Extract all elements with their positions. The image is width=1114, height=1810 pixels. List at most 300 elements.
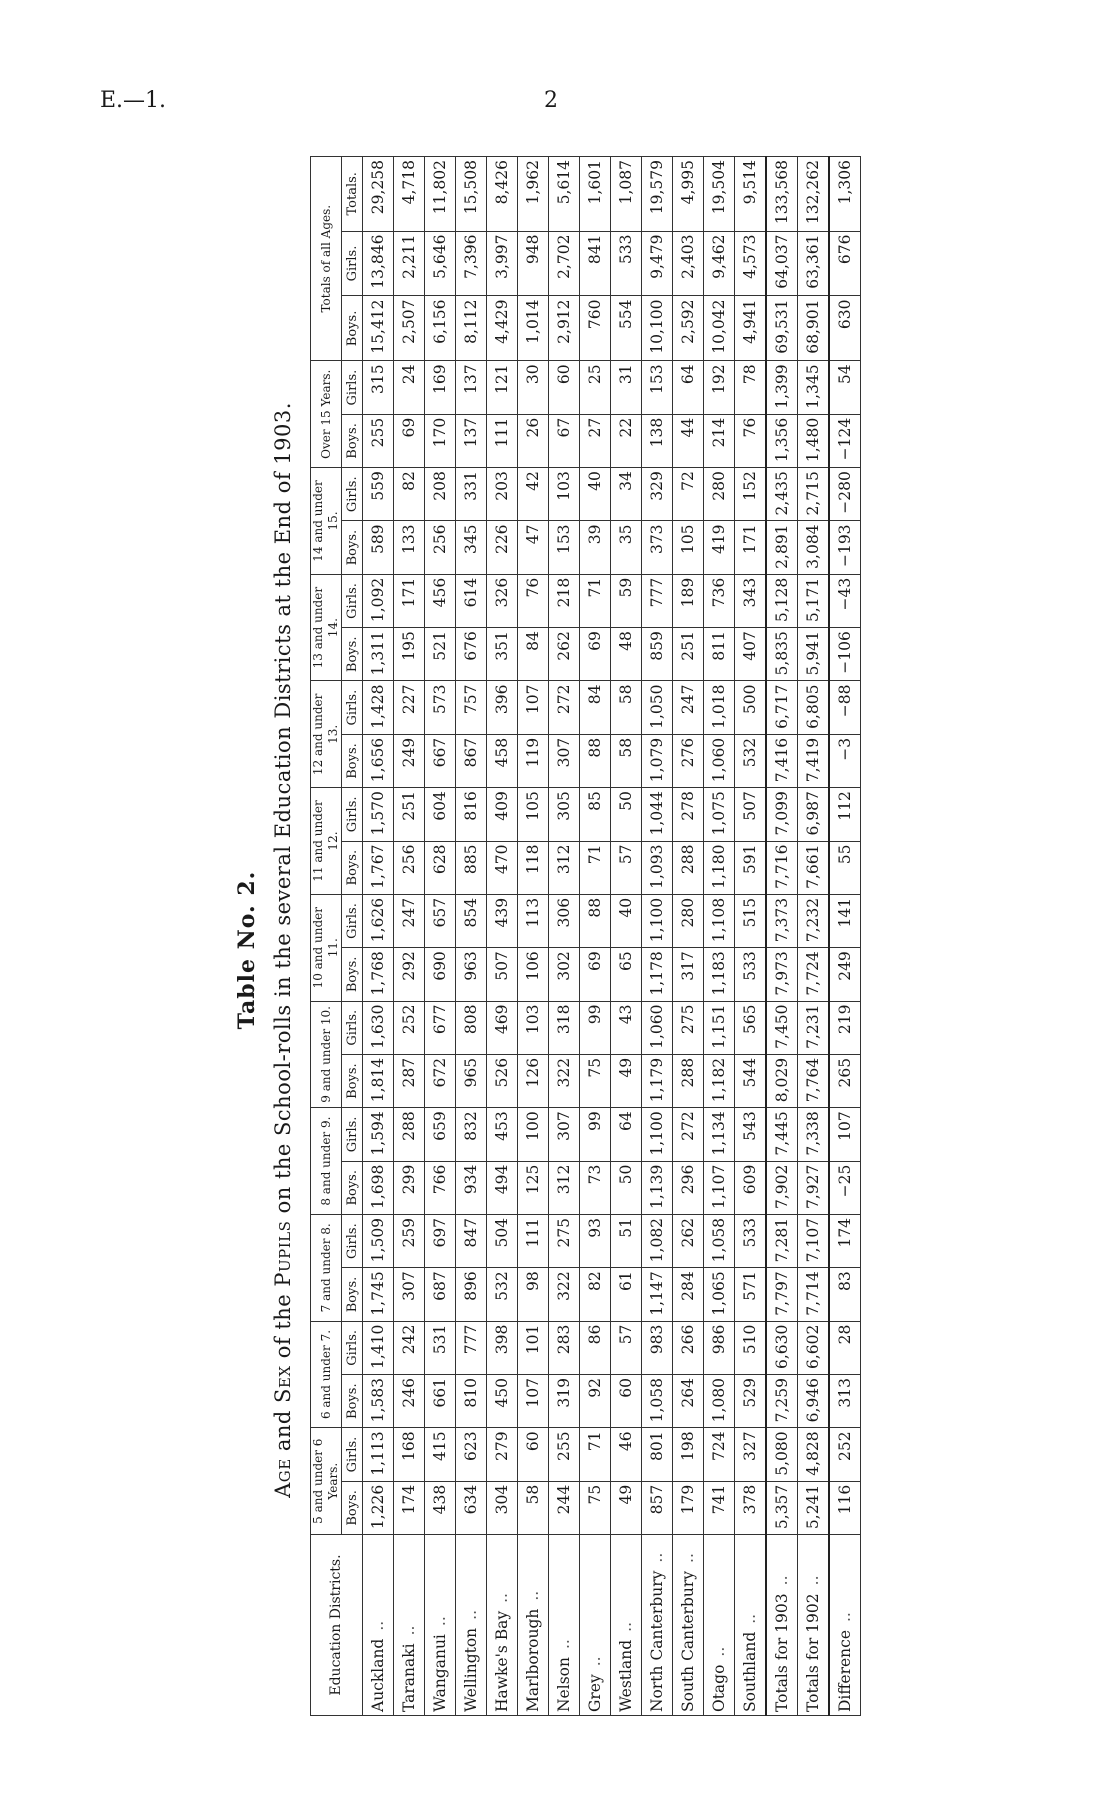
- leader-dots: ..: [400, 1625, 418, 1636]
- table-cell: 25: [580, 361, 611, 414]
- table-cell: 275: [549, 1214, 580, 1267]
- table-cell: 252: [829, 1428, 861, 1481]
- table-cell: 57: [611, 1321, 642, 1374]
- table-cell: 9,479: [642, 231, 673, 296]
- table-cell: 6,717: [766, 681, 798, 734]
- table-cell: 153: [549, 521, 580, 574]
- table-cell: 46: [611, 1428, 642, 1481]
- table-cell: 288: [673, 841, 704, 894]
- table-cell: 278: [673, 788, 704, 841]
- table-cell: 531: [425, 1321, 456, 1374]
- table-cell: 106: [518, 948, 549, 1001]
- table-cell: 249: [394, 734, 425, 787]
- table-cell: 801: [642, 1428, 673, 1481]
- table-cell: 4,429: [487, 296, 518, 361]
- table-cell: 6,805: [798, 681, 830, 734]
- table-row: [363, 157, 394, 1716]
- leader-dots: ..: [431, 1616, 449, 1627]
- table-cell: 697: [425, 1214, 456, 1267]
- table-cell: 168: [394, 1428, 425, 1481]
- table-cell: 7,232: [798, 894, 830, 947]
- table-cell: 667: [425, 734, 456, 787]
- table-cell: 302: [549, 948, 580, 1001]
- table-cell: 63,361: [798, 231, 830, 296]
- table-cell: 1,480: [798, 414, 830, 467]
- table-cell: 69,531: [766, 296, 798, 361]
- district-label: Hawke's Bay: [493, 1610, 511, 1712]
- table-cell: 83: [829, 1268, 861, 1321]
- table-cell: −25: [829, 1161, 861, 1214]
- table-cell: 43: [611, 1001, 642, 1054]
- table-row: [487, 157, 518, 1716]
- leader-dots: ..: [710, 1646, 728, 1657]
- table-cell: 2,702: [549, 231, 580, 296]
- table-cell: 690: [425, 948, 456, 1001]
- table-cell: 554: [611, 296, 642, 361]
- table-cell: 896: [456, 1268, 487, 1321]
- table-cell: 329: [642, 468, 673, 521]
- age-group-header: Over 15 Years.: [311, 361, 342, 468]
- boys-subheader: Boys.: [342, 296, 363, 361]
- district-column-header: Education Districts.: [311, 1535, 363, 1716]
- table-cell: 126: [518, 1054, 549, 1107]
- district-label: Totals for 1903: [773, 1593, 791, 1712]
- table-cell: 1,113: [363, 1428, 394, 1481]
- table-cell: 249: [829, 948, 861, 1001]
- table-cell: 885: [456, 841, 487, 894]
- age-group-header: 11 and under 12.: [311, 788, 342, 895]
- district-name: [549, 1535, 580, 1716]
- table-row: [394, 157, 425, 1716]
- table-cell: 614: [456, 574, 487, 627]
- table-cell: 1,594: [363, 1108, 394, 1161]
- table-cell: 296: [673, 1161, 704, 1214]
- title-part: of the: [271, 1286, 295, 1366]
- table-cell: 255: [363, 414, 394, 467]
- table-cell: 287: [394, 1054, 425, 1107]
- table-cell: 58: [611, 681, 642, 734]
- table-cell: 1,962: [518, 157, 549, 232]
- table-cell: 272: [673, 1108, 704, 1161]
- table-cell: 565: [735, 1001, 767, 1054]
- table-cell: 7,973: [766, 948, 798, 1001]
- table-cell: 103: [518, 1001, 549, 1054]
- table-cell: 9,462: [704, 231, 735, 296]
- table-cell: 11,802: [425, 157, 456, 232]
- table-cell: 515: [735, 894, 767, 947]
- table-cell: 71: [580, 1428, 611, 1481]
- group-header-row: [311, 157, 342, 1716]
- table-cell: 307: [549, 734, 580, 787]
- table-cell: 101: [518, 1321, 549, 1374]
- table-cell: 533: [735, 1214, 767, 1267]
- table-cell: 2,435: [766, 468, 798, 521]
- table-cell: 315: [363, 361, 394, 414]
- table-cell: 532: [735, 734, 767, 787]
- table-cell: 49: [611, 1481, 642, 1534]
- table-cell: 203: [487, 468, 518, 521]
- table-cell: 634: [456, 1481, 487, 1534]
- table-cell: 343: [735, 574, 767, 627]
- table-cell: 10,042: [704, 296, 735, 361]
- girls-subheader: Girls.: [342, 361, 363, 414]
- table-cell: 244: [549, 1481, 580, 1534]
- table-cell: 198: [673, 1428, 704, 1481]
- girls-subheader: Girls.: [342, 894, 363, 947]
- table-cell: 1,626: [363, 894, 394, 947]
- table-cell: 7,373: [766, 894, 798, 947]
- table-cell: 1,356: [766, 414, 798, 467]
- table-cell: 507: [487, 948, 518, 1001]
- table-cell: 60: [518, 1428, 549, 1481]
- table-cell: 1,509: [363, 1214, 394, 1267]
- table-cell: 71: [580, 574, 611, 627]
- table-row: [766, 157, 798, 1716]
- table-cell: 85: [580, 788, 611, 841]
- table-cell: 19,504: [704, 157, 735, 232]
- table-cell: 171: [394, 574, 425, 627]
- table-cell: 112: [829, 788, 861, 841]
- table-cell: 60: [611, 1375, 642, 1428]
- table-cell: 2,592: [673, 296, 704, 361]
- table-cell: 1,058: [642, 1375, 673, 1428]
- table-cell: 1,044: [642, 788, 673, 841]
- table-cell: 307: [549, 1108, 580, 1161]
- district-name: [704, 1535, 735, 1716]
- table-cell: 214: [704, 414, 735, 467]
- table-cell: 54: [829, 361, 861, 414]
- table-cell: 132,262: [798, 157, 830, 232]
- table-cell: 1,428: [363, 681, 394, 734]
- leader-dots: ..: [617, 1622, 635, 1632]
- table-cell: 7,724: [798, 948, 830, 1001]
- table-cell: 741: [704, 1481, 735, 1534]
- district-name: [735, 1535, 767, 1716]
- table-cell: 1,180: [704, 841, 735, 894]
- table-cell: 676: [829, 231, 861, 296]
- girls-subheader: Girls.: [342, 1214, 363, 1267]
- table-cell: 169: [425, 361, 456, 414]
- table-cell: 1,060: [704, 734, 735, 787]
- table-cell: 137: [456, 414, 487, 467]
- table-cell: 4,828: [798, 1428, 830, 1481]
- table-cell: 8,112: [456, 296, 487, 361]
- table-cell: 5,171: [798, 574, 830, 627]
- table-cell: 72: [673, 468, 704, 521]
- table-cell: 57: [611, 841, 642, 894]
- table-cell: 312: [549, 841, 580, 894]
- table-cell: 288: [394, 1108, 425, 1161]
- table-cell: 6,987: [798, 788, 830, 841]
- table-cell: 111: [518, 1214, 549, 1267]
- age-group-header: 10 and under 11.: [311, 894, 342, 1001]
- table-cell: 1,100: [642, 1108, 673, 1161]
- table-cell: 50: [611, 788, 642, 841]
- table-cell: 1,151: [704, 1001, 735, 1054]
- table-cell: 50: [611, 1161, 642, 1214]
- title-part: on the School-rolls in the several Education Districts at the End of 1903.: [271, 402, 295, 1221]
- table-cell: 111: [487, 414, 518, 467]
- table-cell: 7,107: [798, 1214, 830, 1267]
- table-cell: 280: [673, 894, 704, 947]
- table-cell: 275: [673, 1001, 704, 1054]
- leader-dots: ..: [836, 1612, 854, 1622]
- table-cell: 438: [425, 1481, 456, 1534]
- table-cell: 1,082: [642, 1214, 673, 1267]
- table-cell: 7,661: [798, 841, 830, 894]
- table-cell: 29,258: [363, 157, 394, 232]
- table-cell: 69: [580, 628, 611, 681]
- table-cell: 299: [394, 1161, 425, 1214]
- table-cell: 22: [611, 414, 642, 467]
- leader-dots: ..: [555, 1639, 573, 1650]
- age-group-header: 5 and under 6 Years.: [311, 1428, 342, 1535]
- girls-subheader: Girls.: [342, 1321, 363, 1374]
- table-cell: 218: [549, 574, 580, 627]
- table-cell: 841: [580, 231, 611, 296]
- boys-subheader: Boys.: [342, 1268, 363, 1321]
- table-cell: 107: [518, 1375, 549, 1428]
- table-row: [735, 157, 767, 1716]
- table-cell: 69: [580, 948, 611, 1001]
- table-cell: 1,182: [704, 1054, 735, 1107]
- table-cell: 1,410: [363, 1321, 394, 1374]
- table-cell: 64: [673, 361, 704, 414]
- table-cell: 1,134: [704, 1108, 735, 1161]
- table-cell: 1,183: [704, 948, 735, 1001]
- table-cell: 419: [704, 521, 735, 574]
- table-cell: −193: [829, 521, 861, 574]
- table-cell: 5,357: [766, 1481, 798, 1534]
- table-cell: 40: [611, 894, 642, 947]
- table-cell: 5,614: [549, 157, 580, 232]
- table-cell: 192: [704, 361, 735, 414]
- table-cell: 407: [735, 628, 767, 681]
- boys-subheader: Boys.: [342, 948, 363, 1001]
- boys-subheader: Boys.: [342, 1054, 363, 1107]
- table-cell: 26: [518, 414, 549, 467]
- district-label: North Canterbury: [648, 1570, 666, 1712]
- district-label: South Canterbury: [679, 1570, 697, 1712]
- table-cell: 533: [611, 231, 642, 296]
- table-cell: 2,211: [394, 231, 425, 296]
- table-cell: 532: [487, 1268, 518, 1321]
- table-cell: 7,338: [798, 1108, 830, 1161]
- district-name: [425, 1535, 456, 1716]
- table-cell: 965: [456, 1054, 487, 1107]
- table-cell: 304: [487, 1481, 518, 1534]
- table-cell: 7,450: [766, 1001, 798, 1054]
- table-cell: 609: [735, 1161, 767, 1214]
- table-cell: 816: [456, 788, 487, 841]
- table-cell: 3,997: [487, 231, 518, 296]
- table-cell: 450: [487, 1375, 518, 1428]
- table-cell: 7,231: [798, 1001, 830, 1054]
- table-cell: 276: [673, 734, 704, 787]
- table-cell: 58: [611, 734, 642, 787]
- table-cell: 7,716: [766, 841, 798, 894]
- age-group-header: 7 and under 8.: [311, 1214, 342, 1321]
- table-cell: 948: [518, 231, 549, 296]
- table-cell: 345: [456, 521, 487, 574]
- table-cell: 1,080: [704, 1375, 735, 1428]
- table-cell: 264: [673, 1375, 704, 1428]
- table-cell: 1,060: [642, 1001, 673, 1054]
- table-cell: 1,306: [829, 157, 861, 232]
- table-cell: −88: [829, 681, 861, 734]
- table-cell: 100: [518, 1108, 549, 1161]
- table-cell: 983: [642, 1321, 673, 1374]
- table-cell: 847: [456, 1214, 487, 1267]
- table-cell: 76: [735, 414, 767, 467]
- table-cell: 242: [394, 1321, 425, 1374]
- table-cell: 1,399: [766, 361, 798, 414]
- leader-dots: ..: [804, 1575, 822, 1586]
- table-cell: 8,426: [487, 157, 518, 232]
- boys-subheader: Boys.: [342, 841, 363, 894]
- table-cell: 1,601: [580, 157, 611, 232]
- table-cell: 119: [518, 734, 549, 787]
- page-number: 2: [544, 88, 558, 113]
- table-cell: −43: [829, 574, 861, 627]
- table-cell: 1,311: [363, 628, 394, 681]
- district-label: Southland: [741, 1631, 759, 1712]
- table-cell: 10,100: [642, 296, 673, 361]
- district-name: [611, 1535, 642, 1716]
- table-cell: 279: [487, 1428, 518, 1481]
- page-code: E.—1.: [100, 88, 167, 113]
- table-cell: 49: [611, 1054, 642, 1107]
- table-cell: 141: [829, 894, 861, 947]
- table-row: [425, 157, 456, 1716]
- table-cell: 39: [580, 521, 611, 574]
- table-cell: 88: [580, 894, 611, 947]
- table-cell: 1,178: [642, 948, 673, 1001]
- table-cell: 854: [456, 894, 487, 947]
- girls-subheader: Girls.: [342, 468, 363, 521]
- district-label: Totals for 1902: [804, 1593, 822, 1712]
- table-cell: 5,646: [425, 231, 456, 296]
- table-cell: 7,445: [766, 1108, 798, 1161]
- table-cell: 7,764: [798, 1054, 830, 1107]
- table-cell: 659: [425, 1108, 456, 1161]
- district-label: Nelson: [555, 1657, 573, 1712]
- table-cell: 494: [487, 1161, 518, 1214]
- table-cell: 1,075: [704, 788, 735, 841]
- table-cell: 533: [735, 948, 767, 1001]
- table-cell: 318: [549, 1001, 580, 1054]
- table-cell: 1,345: [798, 361, 830, 414]
- table-cell: 84: [580, 681, 611, 734]
- table-cell: 27: [580, 414, 611, 467]
- table-cell: 736: [704, 574, 735, 627]
- table-cell: 504: [487, 1214, 518, 1267]
- table-cell: 247: [673, 681, 704, 734]
- table-cell: 28: [829, 1321, 861, 1374]
- leader-dots: ..: [369, 1620, 387, 1631]
- table-cell: 1,139: [642, 1161, 673, 1214]
- district-label: Wanganui: [431, 1634, 449, 1712]
- table-cell: 521: [425, 628, 456, 681]
- table-cell: 6,630: [766, 1321, 798, 1374]
- table-cell: 138: [642, 414, 673, 467]
- girls-subheader: Girls.: [342, 681, 363, 734]
- table-cell: 867: [456, 734, 487, 787]
- table-cell: 305: [549, 788, 580, 841]
- table-body: [363, 157, 861, 1716]
- table-cell: 1,698: [363, 1161, 394, 1214]
- table-cell: 227: [394, 681, 425, 734]
- table-cell: 810: [456, 1375, 487, 1428]
- leader-dots: ..: [524, 1590, 542, 1601]
- title-part: and: [271, 1402, 295, 1459]
- table-cell: 322: [549, 1054, 580, 1107]
- table-cell: 93: [580, 1214, 611, 1267]
- table-row: [798, 157, 830, 1716]
- table-cell: 51: [611, 1214, 642, 1267]
- table-cell: 76: [518, 574, 549, 627]
- table-cell: 543: [735, 1108, 767, 1161]
- table-cell: 373: [642, 521, 673, 574]
- table-cell: 40: [580, 468, 611, 521]
- girls-subheader: Girls.: [342, 231, 363, 296]
- table-cell: 7,259: [766, 1375, 798, 1428]
- table-cell: 7,797: [766, 1268, 798, 1321]
- table-cell: 107: [518, 681, 549, 734]
- table-cell: 657: [425, 894, 456, 947]
- table-cell: 82: [580, 1268, 611, 1321]
- table-cell: 288: [673, 1054, 704, 1107]
- table-cell: 628: [425, 841, 456, 894]
- table-cell: 73: [580, 1161, 611, 1214]
- table-cell: 75: [580, 1481, 611, 1534]
- table-cell: 284: [673, 1268, 704, 1321]
- rotated-table-block: [230, 140, 1090, 1760]
- table-cell: 1,092: [363, 574, 394, 627]
- table-cell: 313: [829, 1375, 861, 1428]
- age-group-header: 13 and under 14.: [311, 574, 342, 681]
- table-cell: 507: [735, 788, 767, 841]
- table-cell: 396: [487, 681, 518, 734]
- table-cell: 4,941: [735, 296, 767, 361]
- table-cell: −124: [829, 414, 861, 467]
- table-cell: 439: [487, 894, 518, 947]
- table-cell: 322: [549, 1268, 580, 1321]
- girls-subheader: Girls.: [342, 1428, 363, 1481]
- table-cell: 179: [673, 1481, 704, 1534]
- table-cell: 67: [549, 414, 580, 467]
- district-name: [829, 1535, 861, 1716]
- district-name: [456, 1535, 487, 1716]
- age-group-header: 8 and under 9.: [311, 1108, 342, 1215]
- table-cell: 319: [549, 1375, 580, 1428]
- table-cell: 7,416: [766, 734, 798, 787]
- district-label: Taranaki: [400, 1643, 418, 1712]
- table-cell: 256: [394, 841, 425, 894]
- table-cell: 458: [487, 734, 518, 787]
- table-cell: 98: [518, 1268, 549, 1321]
- table-cell: 1,050: [642, 681, 673, 734]
- table-row: [549, 157, 580, 1716]
- district-name: [487, 1535, 518, 1716]
- table-cell: 171: [735, 521, 767, 574]
- table-cell: 808: [456, 1001, 487, 1054]
- table-cell: 262: [549, 628, 580, 681]
- table-cell: 256: [425, 521, 456, 574]
- table-cell: 30: [518, 361, 549, 414]
- table-cell: 75: [580, 1054, 611, 1107]
- table-cell: 262: [673, 1214, 704, 1267]
